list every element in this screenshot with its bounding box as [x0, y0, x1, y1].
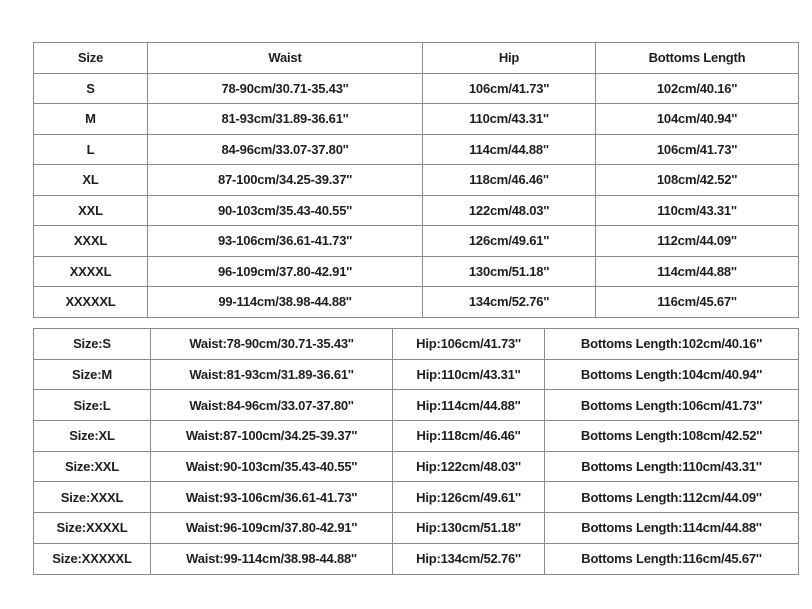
size-cell: XXXXL — [34, 256, 148, 287]
size-cell: XXXL — [34, 226, 148, 257]
waist-cell: Waist:99-114cm/38.98-44.88'' — [151, 543, 393, 574]
waist-cell: Waist:81-93cm/31.89-36.61'' — [151, 359, 393, 390]
bottoms-length-cell: Bottoms Length:108cm/42.52'' — [545, 421, 799, 452]
table-row — [34, 165, 799, 196]
size-cell: XXL — [34, 195, 148, 226]
table-row — [34, 104, 799, 135]
size-cell: XL — [34, 165, 148, 196]
bottoms-length-cell: Bottoms Length:104cm/40.94'' — [545, 359, 799, 390]
size-cell: Size:XL — [34, 421, 151, 452]
table-row — [34, 195, 799, 226]
hip-cell: Hip:106cm/41.73'' — [393, 329, 545, 360]
table-row — [34, 390, 799, 421]
waist-cell: 87-100cm/34.25-39.37'' — [148, 165, 423, 196]
hip-cell: Hip:114cm/44.88'' — [393, 390, 545, 421]
bottoms-length-cell: Bottoms Length:106cm/41.73'' — [545, 390, 799, 421]
size-chart-table — [33, 42, 799, 318]
table-row — [34, 73, 799, 104]
size-cell: S — [34, 73, 148, 104]
waist-cell: 84-96cm/33.07-37.80'' — [148, 134, 423, 165]
bottoms-length-cell: Bottoms Length:110cm/43.31'' — [545, 451, 799, 482]
waist-cell: 99-114cm/38.98-44.88'' — [148, 287, 423, 318]
bottoms-length-cell: 112cm/44.09'' — [596, 226, 799, 257]
size-cell: Size:XXXL — [34, 482, 151, 513]
hip-cell: Hip:126cm/49.61'' — [393, 482, 545, 513]
hip-cell: Hip:134cm/52.76'' — [393, 543, 545, 574]
table-row — [34, 513, 799, 544]
waist-cell: Waist:90-103cm/35.43-40.55'' — [151, 451, 393, 482]
waist-cell: 93-106cm/36.61-41.73'' — [148, 226, 423, 257]
bottoms-length-cell: 114cm/44.88'' — [596, 256, 799, 287]
waist-cell: 78-90cm/30.71-35.43'' — [148, 73, 423, 104]
table-row — [34, 482, 799, 513]
waist-cell: Waist:78-90cm/30.71-35.43'' — [151, 329, 393, 360]
hip-cell: Hip:118cm/46.46'' — [393, 421, 545, 452]
waist-cell: 90-103cm/35.43-40.55'' — [148, 195, 423, 226]
size-header: Size — [34, 43, 148, 74]
waist-cell: Waist:93-106cm/36.61-41.73'' — [151, 482, 393, 513]
table-row — [34, 421, 799, 452]
bottoms-length-cell: Bottoms Length:102cm/40.16'' — [545, 329, 799, 360]
hip-cell: 126cm/49.61'' — [423, 226, 596, 257]
hip-cell: 110cm/43.31'' — [423, 104, 596, 135]
table-row — [34, 543, 799, 574]
labeled-size-chart-table — [33, 328, 799, 575]
bottoms-length-cell: 106cm/41.73'' — [596, 134, 799, 165]
bottoms-length-cell: Bottoms Length:114cm/44.88'' — [545, 513, 799, 544]
hip-cell: 122cm/48.03'' — [423, 195, 596, 226]
size-cell: Size:XXXXL — [34, 513, 151, 544]
size-cell: Size:S — [34, 329, 151, 360]
bottoms-length-cell: 104cm/40.94'' — [596, 104, 799, 135]
waist-header: Waist — [148, 43, 423, 74]
hip-cell: Hip:122cm/48.03'' — [393, 451, 545, 482]
waist-cell: Waist:96-109cm/37.80-42.91'' — [151, 513, 393, 544]
waist-cell: Waist:84-96cm/33.07-37.80'' — [151, 390, 393, 421]
size-cell: Size:XXL — [34, 451, 151, 482]
hip-header: Hip — [423, 43, 596, 74]
hip-cell: 118cm/46.46'' — [423, 165, 596, 196]
bottoms-length-cell: Bottoms Length:112cm/44.09'' — [545, 482, 799, 513]
size-cell: Size:XXXXXL — [34, 543, 151, 574]
bottoms-length-cell: Bottoms Length:116cm/45.67'' — [545, 543, 799, 574]
waist-cell: 81-93cm/31.89-36.61'' — [148, 104, 423, 135]
size-cell: XXXXXL — [34, 287, 148, 318]
size-cell: Size:L — [34, 390, 151, 421]
table-row — [34, 134, 799, 165]
size-cell: L — [34, 134, 148, 165]
table-row — [34, 451, 799, 482]
waist-cell: Waist:87-100cm/34.25-39.37'' — [151, 421, 393, 452]
hip-cell: 114cm/44.88'' — [423, 134, 596, 165]
table-row — [34, 256, 799, 287]
size-cell: Size:M — [34, 359, 151, 390]
bottoms-length-cell: 102cm/40.16'' — [596, 73, 799, 104]
table-row — [34, 329, 799, 360]
table-header-row — [34, 43, 799, 74]
bottoms-length-cell: 110cm/43.31'' — [596, 195, 799, 226]
hip-cell: 134cm/52.76'' — [423, 287, 596, 318]
table-row — [34, 359, 799, 390]
bottoms-length-cell: 108cm/42.52'' — [596, 165, 799, 196]
hip-cell: Hip:110cm/43.31'' — [393, 359, 545, 390]
bottoms-length-cell: 116cm/45.67'' — [596, 287, 799, 318]
hip-cell: 130cm/51.18'' — [423, 256, 596, 287]
size-cell: M — [34, 104, 148, 135]
table-row — [34, 287, 799, 318]
bottoms-length-header: Bottoms Length — [596, 43, 799, 74]
waist-cell: 96-109cm/37.80-42.91'' — [148, 256, 423, 287]
hip-cell: Hip:130cm/51.18'' — [393, 513, 545, 544]
hip-cell: 106cm/41.73'' — [423, 73, 596, 104]
table-row — [34, 226, 799, 257]
